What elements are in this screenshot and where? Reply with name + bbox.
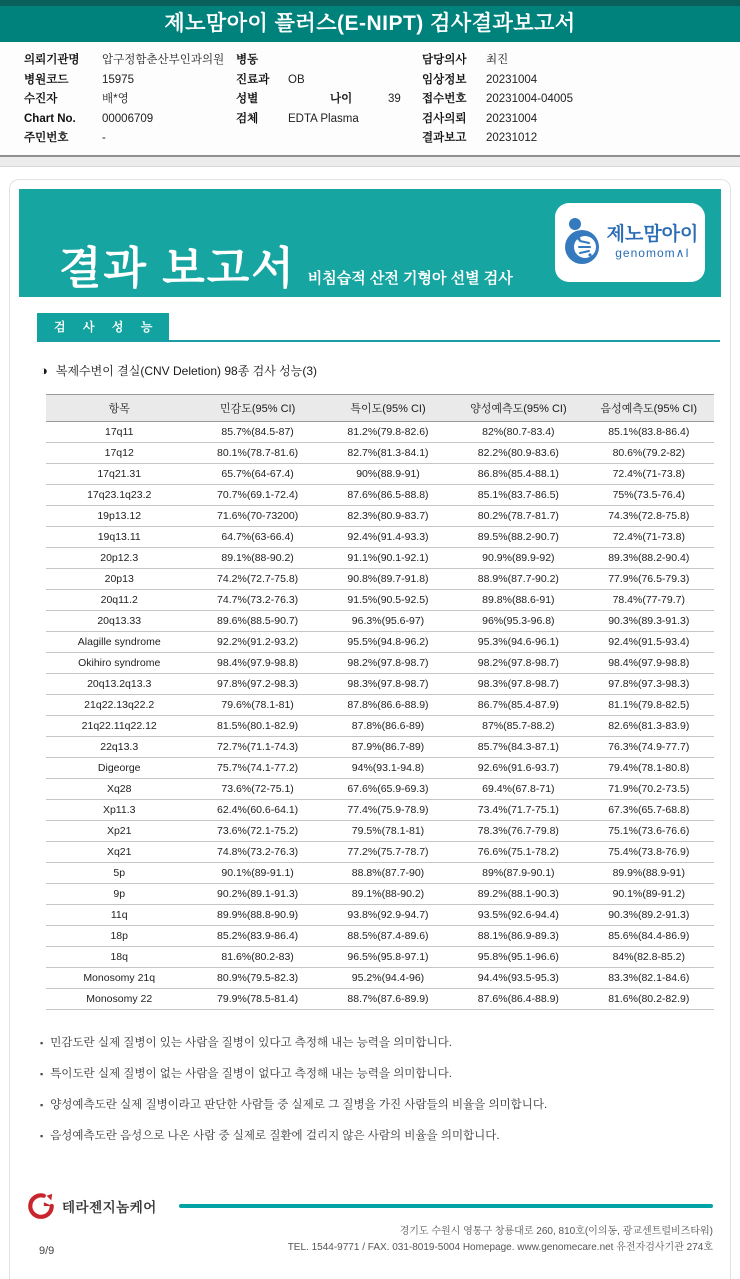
patient-info-row (236, 71, 422, 91)
table-row (46, 547, 714, 568)
field-label: 검사의뢰 (422, 112, 467, 125)
footer-rule (179, 1204, 713, 1208)
table-cell: 95.8%(95.1-96.6) (453, 946, 583, 967)
table-cell: 89.1%(88-90.2) (323, 883, 453, 904)
table-row (46, 589, 714, 610)
table-cell: Alagille syndrome (46, 631, 192, 652)
table-cell: 85.7%(84.3-87.1) (453, 736, 583, 757)
table-cell: 73.4%(71.7-75.1) (453, 799, 583, 820)
table-cell: 81.6%(80.2-83) (192, 946, 322, 967)
table-cell: 96.3%(95.6-97) (323, 610, 453, 631)
patient-info-row (24, 71, 236, 91)
table-cell: 86.8%(85.4-88.1) (453, 463, 583, 484)
field-label: 병동 (236, 54, 259, 66)
patient-info-row (24, 90, 236, 110)
table-cell: 81.1%(79.8-82.5) (584, 694, 714, 715)
field-value: 00006709 (102, 112, 154, 125)
company-name: 테라젠지놈케어 (62, 1199, 157, 1215)
field-value: 20231004-04005 (486, 93, 573, 105)
table-cell: 87.6%(86.5-88.8) (323, 484, 453, 505)
table-row (46, 988, 714, 1009)
table-row (46, 883, 714, 904)
table-cell: 69.4%(67.8-71) (453, 778, 583, 799)
genomom-logo (555, 203, 705, 282)
footer-contact: TEL. 1544-9771 / FAX. 031-8019-5004 Homepage. www.genomecare.net 유전자검사기관 274호 (287, 1242, 713, 1253)
column-header: 특이도(95% CI) (323, 394, 453, 421)
table-cell: 65.7%(64-67.4) (192, 463, 322, 484)
table-cell: 95.3%(94.6-96.1) (453, 631, 583, 652)
performance-table (46, 394, 714, 1010)
table-cell: 75.7%(74.1-77.2) (192, 757, 322, 778)
table-cell: 20q13.33 (46, 610, 192, 631)
theragen-g-icon (27, 1192, 55, 1220)
field-label: 나이 (330, 93, 353, 105)
table-cell: 87%(85.7-88.2) (453, 715, 583, 736)
field-value: 20231004 (486, 73, 538, 86)
patient-info-row (24, 110, 236, 130)
field-label: 진료과 (236, 73, 270, 86)
table-cell: 88.9%(87.7-90.2) (453, 568, 583, 589)
table-cell: 78.3%(76.7-79.8) (453, 820, 583, 841)
table-cell: 76.6%(75.1-78.2) (453, 841, 583, 862)
field-value: 39 (388, 93, 401, 105)
table-cell: 82.3%(80.9-83.7) (323, 505, 453, 526)
column-header: 민감도(95% CI) (192, 394, 322, 421)
patient-info-row (236, 51, 422, 71)
table-cell: 74.3%(72.8-75.8) (584, 505, 714, 526)
table-cell: 17q12 (46, 442, 192, 463)
table-cell: 89.2%(88.1-90.3) (453, 883, 583, 904)
footer-address: 경기도 수원시 영통구 창룡대로 260, 810호(이의동, 광교센트럴비즈타워) (399, 1225, 713, 1237)
table-row (46, 568, 714, 589)
bullet-icon: ▪ (40, 1037, 44, 1048)
table-cell: 76.3%(74.9-77.7) (584, 736, 714, 757)
table-cell: 90.9%(89.9-92) (453, 547, 583, 568)
field-label: 임상정보 (422, 73, 467, 86)
column-header: 음성예측도(95% CI) (584, 394, 714, 421)
table-cell: 73.6%(72-75.1) (192, 778, 322, 799)
table-cell: 17q23.1q23.2 (46, 484, 192, 505)
table-row (46, 736, 714, 757)
table-cell: 72.7%(71.1-74.3) (192, 736, 322, 757)
table-cell: 89%(87.9-90.1) (453, 862, 583, 883)
table-row (46, 505, 714, 526)
table-cell: 85.6%(84.4-86.9) (584, 925, 714, 946)
table-cell: 81.5%(80.1-82.9) (192, 715, 322, 736)
table-cell: 73.6%(72.1-75.2) (192, 820, 322, 841)
table-cell: 83.3%(82.1-84.6) (584, 967, 714, 988)
table-cell: 88.8%(87.7-90) (323, 862, 453, 883)
table-cell: Xp21 (46, 820, 192, 841)
report-title-bar (0, 6, 740, 42)
table-cell: 86.7%(85.4-87.9) (453, 694, 583, 715)
table-cell: 92.4%(91.5-93.4) (584, 631, 714, 652)
table-cell: 92.6%(91.6-93.7) (453, 757, 583, 778)
field-value: 최진 (486, 54, 509, 66)
footnote-text: 특이도란 실제 질병이 없는 사람을 질병이 없다고 측정해 내는 능력을 의미합니다. (50, 1067, 452, 1080)
patient-info-row (422, 110, 726, 130)
table-cell: 79.5%(78.1-81) (323, 820, 453, 841)
table-cell: 19p13.12 (46, 505, 192, 526)
field-value: 20231012 (486, 132, 538, 144)
table-cell: 90%(88.9-91) (323, 463, 453, 484)
theragen-logo (27, 1192, 157, 1220)
table-cell: 89.6%(88.5-90.7) (192, 610, 322, 631)
patient-info-row (236, 110, 422, 130)
table-cell: 5p (46, 862, 192, 883)
table-cell: 88.5%(87.4-89.6) (323, 925, 453, 946)
table-cell: 85.2%(83.9-86.4) (192, 925, 322, 946)
table-cell: 97.8%(97.3-98.3) (584, 673, 714, 694)
table-cell: 20q13.2q13.3 (46, 673, 192, 694)
table-cell: 81.2%(79.8-82.6) (323, 421, 453, 442)
field-label: 병원코드 (24, 73, 69, 86)
table-cell: 67.6%(65.9-69.3) (323, 778, 453, 799)
field-label: Chart No. (24, 112, 76, 125)
patient-info-col1 (24, 51, 236, 149)
table-cell: 85.1%(83.7-86.5) (453, 484, 583, 505)
field-label: 검체 (236, 112, 259, 125)
table-cell: 18q (46, 946, 192, 967)
table-cell: 77.9%(76.5-79.3) (584, 568, 714, 589)
table-row (46, 778, 714, 799)
banner-subtitle: 비침습적 산전 기형아 선별 검사 (307, 269, 513, 287)
table-cell: 98.2%(97.8-98.7) (323, 652, 453, 673)
footnote-text: 양성예측도란 실제 질병이라고 판단한 사람들 중 실제로 그 질병을 가진 사람들의 비율을 의미합니다. (50, 1098, 548, 1111)
table-cell: 21q22.13q22.2 (46, 694, 192, 715)
table-cell: 89.9%(88.9-91) (584, 862, 714, 883)
table-cell: Xq21 (46, 841, 192, 862)
column-header: 양성예측도(95% CI) (453, 394, 583, 421)
table-cell: 89.1%(88-90.2) (192, 547, 322, 568)
table-cell: 72.4%(71-73.8) (584, 463, 714, 484)
table-cell: 20p13 (46, 568, 192, 589)
bullet-icon: ▪ (40, 1068, 44, 1079)
table-cell: 74.2%(72.7-75.8) (192, 568, 322, 589)
table-cell: 81.6%(80.2-82.9) (584, 988, 714, 1009)
column-header: 항목 (46, 394, 192, 421)
footnote-item (40, 1129, 730, 1143)
table-row (46, 841, 714, 862)
table-cell: 67.3%(65.7-68.8) (584, 799, 714, 820)
table-row (46, 925, 714, 946)
table-body (46, 421, 714, 1009)
table-cell: 89.5%(88.2-90.7) (453, 526, 583, 547)
patient-info-row (422, 51, 726, 71)
bullet-icon: ▪ (40, 1099, 44, 1110)
table-cell: 94%(93.1-94.8) (323, 757, 453, 778)
table-cell: 82%(80.7-83.4) (453, 421, 583, 442)
footnote-item (40, 1067, 730, 1081)
patient-info-col3 (422, 51, 726, 149)
table-cell: 88.1%(86.9-89.3) (453, 925, 583, 946)
table-cell: 17q11 (46, 421, 192, 442)
table-row (46, 862, 714, 883)
table-cell: 89.8%(88.6-91) (453, 589, 583, 610)
table-cell: 82.7%(81.3-84.1) (323, 442, 453, 463)
table-row (46, 484, 714, 505)
table-cell: 75.4%(73.8-76.9) (584, 841, 714, 862)
table-cell: 80.2%(78.7-81.7) (453, 505, 583, 526)
table-cell: 98.3%(97.8-98.7) (453, 673, 583, 694)
section-header-row (37, 313, 720, 342)
logo-texts (607, 224, 699, 260)
genomom-mother-dna-icon (562, 216, 600, 268)
table-header-row (46, 394, 714, 421)
caption-text: 복제수변이 결실(CNV Deletion) 98종 검사 성능(3) (55, 363, 318, 378)
table-cell: 90.2%(89.1-91.3) (192, 883, 322, 904)
table-cell: 71.9%(70.2-73.5) (584, 778, 714, 799)
patient-info-section (0, 42, 740, 157)
table-cell: 98.4%(97.9-98.8) (584, 652, 714, 673)
table-cell: 85.7%(84.5-87) (192, 421, 322, 442)
logo-subname: genomom∧I (615, 246, 690, 260)
table-cell: 93.8%(92.9-94.7) (323, 904, 453, 925)
patient-info-row (422, 129, 726, 149)
table-cell: 21q22.11q22.12 (46, 715, 192, 736)
page-footer (27, 1192, 713, 1257)
table-cell: 87.8%(86.6-88.9) (323, 694, 453, 715)
footnotes (40, 1036, 730, 1143)
table-row (46, 715, 714, 736)
table-cell: 77.2%(75.7-78.7) (323, 841, 453, 862)
table-cell: 70.7%(69.1-72.4) (192, 484, 322, 505)
field-label: 담당의사 (422, 54, 467, 66)
field-label: 의뢰기관명 (24, 54, 80, 66)
field-value: - (102, 132, 106, 144)
table-cell: 11q (46, 904, 192, 925)
footer-address-block (288, 1224, 713, 1257)
table-cell: 80.6%(79.2-82) (584, 442, 714, 463)
table-cell: 82.6%(81.3-83.9) (584, 715, 714, 736)
content-card (9, 179, 731, 1279)
table-cell: 71.6%(70-73200) (192, 505, 322, 526)
table-row (46, 967, 714, 988)
table-cell: 77.4%(75.9-78.9) (323, 799, 453, 820)
table-row (46, 757, 714, 778)
section-title: 검 사 성 능 (37, 313, 169, 340)
table-cell: 82.2%(80.9-83.6) (453, 442, 583, 463)
patient-info-row (24, 51, 236, 71)
footer-info-row (27, 1224, 713, 1257)
table-cell: 87.8%(86.6-89) (323, 715, 453, 736)
divider-band (0, 157, 740, 167)
patient-info-row (24, 129, 236, 149)
table-head (46, 394, 714, 421)
field-label: 주민번호 (24, 132, 69, 144)
table-cell: 90.3%(89.3-91.3) (584, 610, 714, 631)
table-cell: 89.9%(88.8-90.9) (192, 904, 322, 925)
table-cell: 88.7%(87.6-89.9) (323, 988, 453, 1009)
result-banner (19, 189, 721, 297)
table-row (46, 526, 714, 547)
table-row (46, 631, 714, 652)
patient-info-row (422, 90, 726, 110)
patient-info-col2 (236, 51, 422, 149)
table-cell: Monosomy 21q (46, 967, 192, 988)
table-cell: 95.5%(94.8-96.2) (323, 631, 453, 652)
table-cell: 98.3%(97.8-98.7) (323, 673, 453, 694)
page-number: 9/9 (39, 1244, 55, 1257)
field-label: 결과보고 (422, 132, 467, 144)
table-cell: 90.1%(89-91.1) (192, 862, 322, 883)
banner-title: 결과 보고서 (59, 243, 296, 293)
table-cell: Digeorge (46, 757, 192, 778)
table-row (46, 673, 714, 694)
table-caption (40, 362, 730, 379)
table-cell: 74.7%(73.2-76.3) (192, 589, 322, 610)
table-cell: 20p12.3 (46, 547, 192, 568)
table-cell: 72.4%(71-73.8) (584, 526, 714, 547)
table-row (46, 694, 714, 715)
table-cell: 89.3%(88.2-90.4) (584, 547, 714, 568)
table-cell: 18p (46, 925, 192, 946)
table-cell: 85.1%(83.8-86.4) (584, 421, 714, 442)
field-value: 15975 (102, 73, 134, 86)
table-cell: 93.5%(92.6-94.4) (453, 904, 583, 925)
table-cell: Xp11.3 (46, 799, 192, 820)
table-cell: 64.7%(63-66.4) (192, 526, 322, 547)
table-cell: Monosomy 22 (46, 988, 192, 1009)
table-cell: 75%(73.5-76.4) (584, 484, 714, 505)
report-title: 제노맘아이 플러스(E-NIPT) 검사결과보고서 (164, 12, 576, 35)
table-cell: 98.4%(97.9-98.8) (192, 652, 322, 673)
table-cell: 90.3%(89.2-91.3) (584, 904, 714, 925)
patient-info-row (236, 90, 422, 110)
table-cell: 94.4%(93.5-95.3) (453, 967, 583, 988)
table-row (46, 820, 714, 841)
table-cell: 92.4%(91.4-93.3) (323, 526, 453, 547)
table-cell: 90.1%(89-91.2) (584, 883, 714, 904)
table-row (46, 652, 714, 673)
logo-name: 제노맘아이 (606, 224, 699, 245)
table-cell: Xq28 (46, 778, 192, 799)
table-cell: 62.4%(60.6-64.1) (192, 799, 322, 820)
table-cell: 96.5%(95.8-97.1) (323, 946, 453, 967)
table-cell: 75.1%(73.6-76.6) (584, 820, 714, 841)
bullet-icon: ▪ (40, 1130, 44, 1141)
table-cell: 97.8%(97.2-98.3) (192, 673, 322, 694)
footnote-text: 음성예측도란 음성으로 나온 사람 중 실제로 질환에 걸리지 않은 사람의 비율을 의미합니다. (50, 1129, 500, 1142)
table-cell: 98.2%(97.8-98.7) (453, 652, 583, 673)
table-cell: 79.9%(78.5-81.4) (192, 988, 322, 1009)
table-row (46, 799, 714, 820)
field-value: EDTA Plasma (288, 112, 359, 125)
field-label: 성별 (236, 93, 259, 105)
half-circle-icon: ◑ (40, 362, 48, 378)
table-cell: 74.8%(73.2-76.3) (192, 841, 322, 862)
field-label: 접수번호 (422, 93, 467, 105)
table-cell: 95.2%(94.4-96) (323, 967, 453, 988)
table-cell: 79.6%(78.1-81) (192, 694, 322, 715)
table-row (46, 904, 714, 925)
table-cell: 92.2%(91.2-93.2) (192, 631, 322, 652)
table-cell: 17q21.31 (46, 463, 192, 484)
table-cell: 9p (46, 883, 192, 904)
footnote-item (40, 1036, 730, 1050)
table-cell: 20q11.2 (46, 589, 192, 610)
table-cell: 19q13.11 (46, 526, 192, 547)
table-cell: 78.4%(77-79.7) (584, 589, 714, 610)
footnote-text: 민감도란 실제 질병이 있는 사람을 질병이 있다고 측정해 내는 능력을 의미합니다. (50, 1036, 452, 1049)
table-cell: Okihiro syndrome (46, 652, 192, 673)
table-row (46, 946, 714, 967)
field-value: 배*영 (102, 93, 129, 105)
table-cell: 87.9%(86.7-89) (323, 736, 453, 757)
table-cell: 90.8%(89.7-91.8) (323, 568, 453, 589)
field-value: OB (288, 73, 305, 86)
footer-logo-row (27, 1192, 713, 1220)
table-row (46, 442, 714, 463)
field-label: 수진자 (24, 93, 58, 105)
patient-info-row (422, 71, 726, 91)
table-cell: 80.9%(79.5-82.3) (192, 967, 322, 988)
table-cell: 79.4%(78.1-80.8) (584, 757, 714, 778)
table-cell: 87.6%(86.4-88.9) (453, 988, 583, 1009)
table-cell: 91.1%(90.1-92.1) (323, 547, 453, 568)
table-row (46, 421, 714, 442)
table-cell: 91.5%(90.5-92.5) (323, 589, 453, 610)
table-row (46, 610, 714, 631)
table-row (46, 463, 714, 484)
table-cell: 22q13.3 (46, 736, 192, 757)
field-value: 20231004 (486, 112, 538, 125)
field-value: 압구정함춘산부인과의원 (102, 54, 225, 66)
table-cell: 80.1%(78.7-81.6) (192, 442, 322, 463)
table-cell: 84%(82.8-85.2) (584, 946, 714, 967)
footnote-item (40, 1098, 730, 1112)
table-cell: 96%(95.3-96.8) (453, 610, 583, 631)
